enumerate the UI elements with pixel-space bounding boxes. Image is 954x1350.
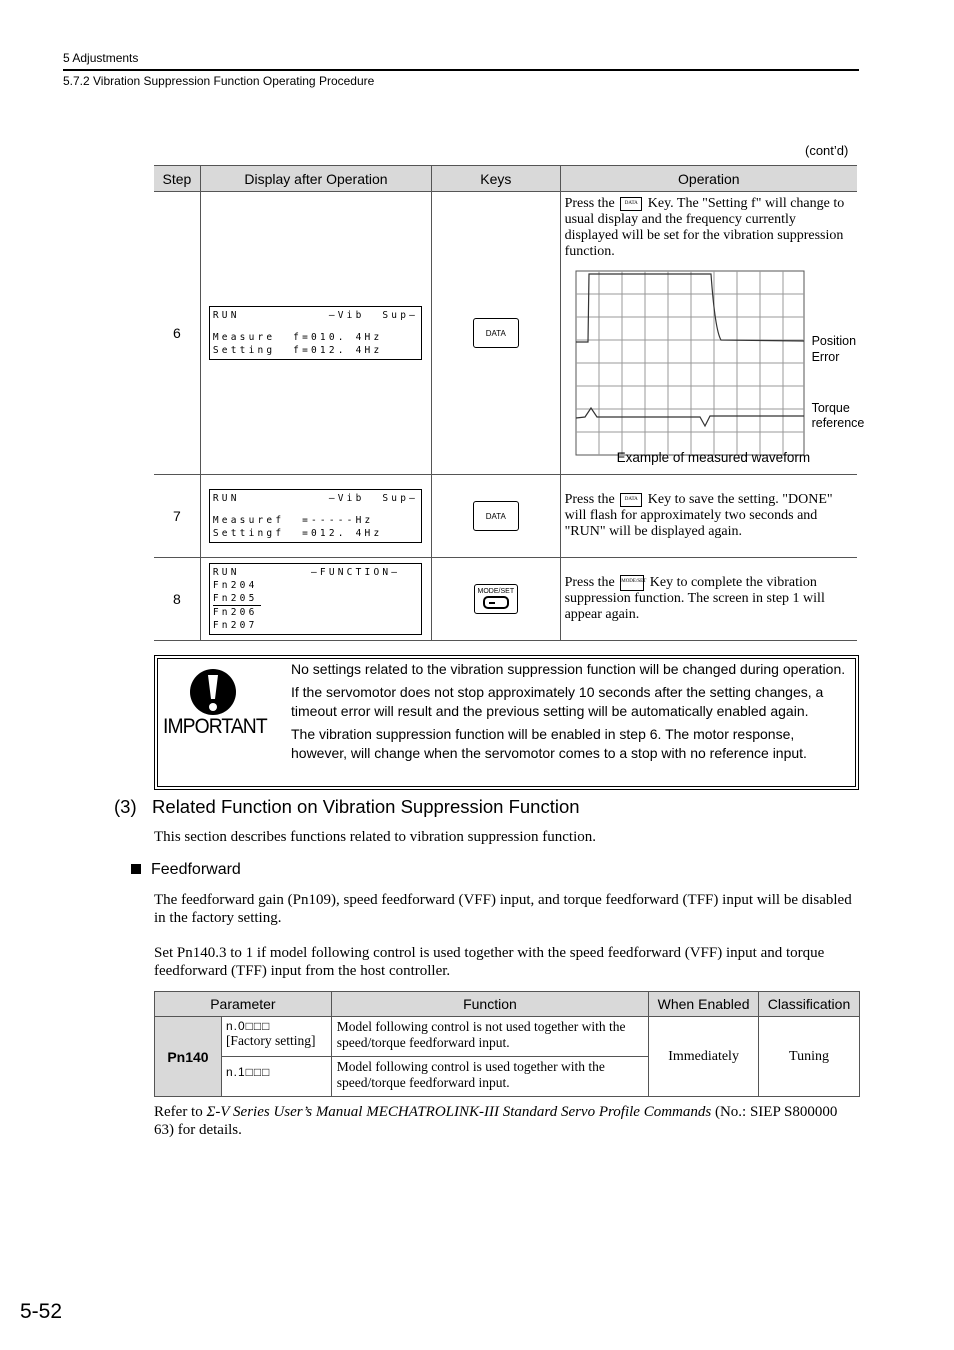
lcd-line: Measuref =-----Hz [212, 515, 374, 526]
chapter-header: 5 Adjustments [63, 51, 139, 65]
lcd-line: Setting f=012. 4Hz [212, 345, 383, 356]
refer-text [154, 1103, 854, 1139]
operation-text [565, 196, 853, 260]
param-name: Pn140 [155, 1017, 222, 1097]
display-cell [200, 192, 431, 475]
key-cell [432, 192, 561, 475]
steps-table [154, 165, 865, 641]
display-cell [200, 475, 431, 558]
label-line: reference [811, 416, 865, 430]
key-label: MODE/SET [477, 588, 515, 595]
display-cell [200, 558, 431, 641]
waveform-figure [565, 270, 865, 470]
lcd-line: Fn206 [212, 607, 258, 618]
refer-pre: Refer to [154, 1104, 207, 1120]
lcd-line: Fn204 [212, 580, 258, 591]
important-text [291, 660, 851, 767]
section-header: 5.7.2 Vibration Suppression Function Operating Procedure [63, 74, 375, 88]
table-row [155, 1017, 860, 1057]
feedforward-title-text: Feedforward [151, 861, 241, 878]
lcd-display [209, 306, 422, 360]
feedforward-para1: The feedforward gain (Pn109), speed feedforward (VFF) input, and torque feedforward (TFF) input will be disabled in the factory setting. [154, 892, 852, 926]
lcd-line: RUN —Vib Sup— [212, 310, 419, 321]
operation-pre: Press the [564, 575, 615, 591]
label-line: Error [811, 350, 840, 364]
factory-setting-note: [Factory setting] [225, 1033, 316, 1048]
operation-cell [560, 192, 865, 475]
lcd-line [213, 322, 418, 331]
header-rule [63, 69, 859, 71]
square-bullet-icon [131, 864, 141, 874]
section-title-text: Related Function on Vibration Suppression Function [152, 796, 580, 817]
col-step: Step [154, 166, 200, 192]
param-header-row [155, 992, 860, 1017]
param-value-cell [221, 1017, 331, 1057]
operation-pre: Press the [564, 196, 615, 211]
lcd-line: Settingf =012. 4Hz [212, 528, 383, 539]
waveform-graph [575, 270, 815, 460]
operation-post: Key. The "Setting f" will change to usual display and the frequency currently displayed will be set for the vibration suppression function. [564, 196, 845, 259]
steps-header-row [154, 166, 857, 192]
key-cell [432, 475, 561, 558]
data-key-icon: DATA [620, 197, 642, 211]
feedforward-para2: Set Pn140.3 to 1 if model following control is used together with the speed feedforward (VFF) input and torque feedforward (TFF) input from the host controller. [154, 945, 825, 979]
step-number: 7 [154, 475, 200, 558]
param-function: Model following control is not used together with the speed/torque feedforward input. [331, 1017, 648, 1057]
section-intro: This section describes functions related to vibration suppression function. [154, 829, 596, 845]
operation-cell [560, 475, 857, 558]
col-display: Display after Operation [200, 166, 431, 192]
data-key-icon: DATA [473, 501, 519, 531]
refer-post: (No.: SIEP S800000 63) for details. [154, 1104, 838, 1138]
operation-post: Key to save the setting. "DONE" will flash for approximately two seconds and "RUN" will be displayed again. [564, 492, 833, 539]
waveform-caption: Example of measured waveform [616, 450, 811, 465]
label-line: Position [811, 334, 857, 348]
param-value: n.1□□□ [225, 1065, 271, 1079]
lcd-line: Measure f=010. 4Hz [212, 332, 383, 343]
step-number: 8 [154, 558, 200, 641]
param-value-cell [221, 1057, 331, 1097]
col-when-enabled: When Enabled [649, 992, 759, 1017]
position-error-label [812, 333, 856, 365]
col-keys: Keys [432, 166, 561, 192]
col-classification: Classification [759, 992, 860, 1017]
lcd-display [209, 489, 422, 543]
classification-value: Tuning [759, 1017, 860, 1097]
torque-reference-label [812, 401, 865, 431]
data-key-icon: DATA [473, 318, 519, 348]
section-number: (3) [114, 796, 137, 817]
col-parameter: Parameter [155, 992, 332, 1017]
mode-set-key-icon [474, 584, 518, 614]
data-key-icon: DATA [620, 493, 642, 507]
important-paragraph: The vibration suppression function will be enabled in step 6. The motor response, however, will change when the servomotor comes to a stop with no reference input. [291, 726, 807, 761]
label-line: Torque [811, 401, 850, 415]
key-cell [432, 558, 561, 641]
contd-label: (cont’d) [805, 143, 849, 158]
col-operation: Operation [560, 166, 857, 192]
lcd-line: Fn205 [213, 592, 261, 606]
important-label: IMPORTANT [163, 715, 267, 738]
lcd-display [209, 563, 422, 635]
col-function: Function [331, 992, 648, 1017]
when-enabled-value: Immediately [649, 1017, 759, 1097]
exclamation-icon [188, 667, 238, 717]
step-number: 6 [154, 192, 200, 475]
mode-set-key-icon: MODE/SET [620, 575, 644, 591]
operation-post: Key to complete the vibration suppression function. The screen in step 1 will appear again. [564, 575, 825, 623]
param-function: Model following control is used together with the speed/torque feedforward input. [331, 1057, 648, 1097]
table-row [154, 558, 857, 641]
lcd-line: RUN —FUNCTION— [212, 567, 401, 578]
section-title [114, 796, 580, 818]
feedforward-title [131, 861, 241, 879]
param-value: n.0□□□ [225, 1019, 271, 1033]
parameter-table [154, 991, 860, 1097]
important-paragraph: No settings related to the vibration suppression function will be changed during operation. [291, 661, 846, 677]
operation-cell [560, 558, 857, 641]
important-paragraph: If the servomotor does not stop approximately 10 seconds after the setting changes, a timeout error will result and the previous setting will be automatically enabled again. [291, 684, 824, 719]
lcd-line [213, 505, 418, 514]
page-number: 5-52 [20, 1300, 63, 1323]
refer-manual-title: Σ-V Series User’s Manual MECHATROLINK-III Standard Servo Profile Commands [206, 1104, 712, 1120]
lcd-line: Fn207 [212, 620, 258, 631]
table-row [154, 475, 857, 558]
table-row [154, 192, 857, 475]
enter-arrow-icon [483, 596, 509, 609]
operation-pre: Press the [564, 492, 615, 507]
lcd-line: RUN —Vib Sup— [212, 493, 419, 504]
